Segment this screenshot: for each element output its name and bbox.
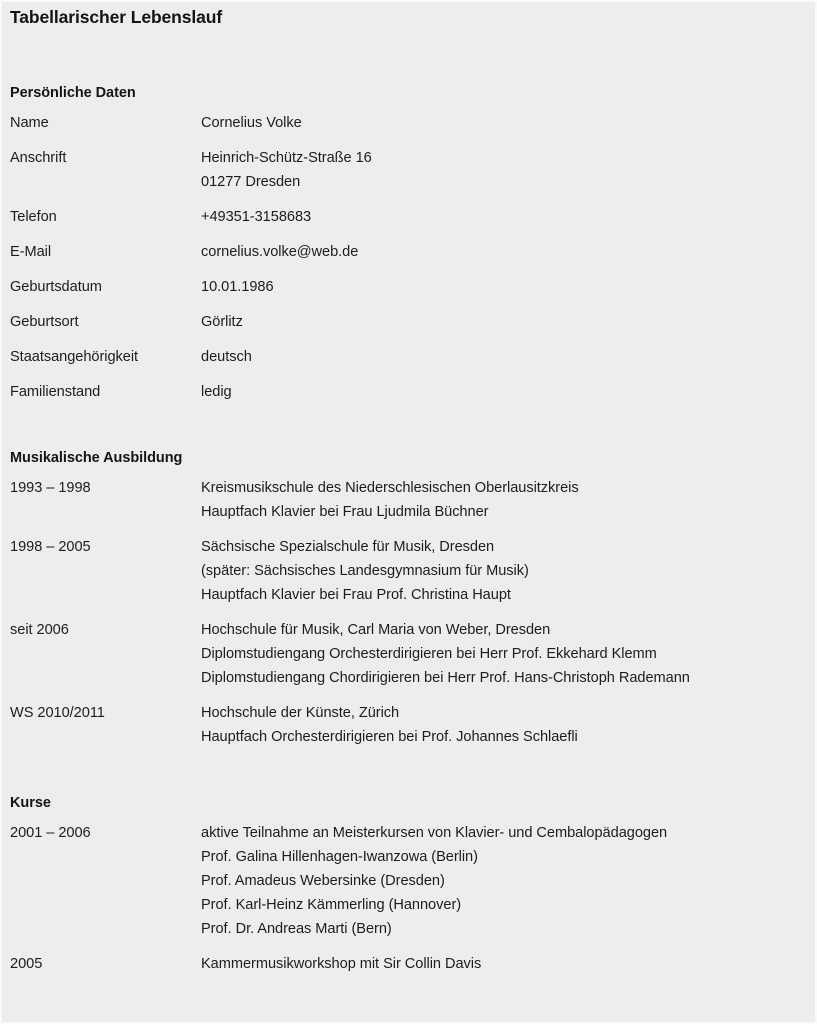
- cv-row: [2, 345, 817, 369]
- cv-row-value-line: Görlitz: [201, 314, 243, 330]
- cv-row: [2, 205, 817, 229]
- cv-row-value-line: Prof. Galina Hillenhagen-Iwanzowa (Berlin): [201, 849, 478, 865]
- cv-row-value-line: Kreismusikschule des Niederschlesischen Oberlausitzkreis: [201, 480, 579, 496]
- cv-row-value-line: deutsch: [201, 349, 252, 365]
- cv-row-label: WS 2010/2011: [10, 705, 105, 721]
- cv-row-value-line: Cornelius Volke: [201, 115, 302, 131]
- cv-row-label: Telefon: [10, 209, 57, 225]
- cv-row-label: 1993 – 1998: [10, 480, 91, 496]
- cv-row-value-line: Prof. Karl-Heinz Kämmerling (Hannover): [201, 897, 462, 913]
- cv-row-value: [201, 701, 578, 749]
- cv-row-value-line: 01277 Dresden: [201, 174, 301, 190]
- cv-row-value-line: aktive Teilnahme an Meisterkursen von Klavier- und Cembalopädagogen: [201, 825, 668, 841]
- cv-row-value-line: Kammermusikworkshop mit Sir Collin Davis: [201, 956, 482, 972]
- cv-row-label: Geburtsdatum: [10, 279, 102, 295]
- cv-row-value: [201, 146, 372, 194]
- cv-row-label: Geburtsort: [10, 314, 79, 330]
- cv-row-label: 2001 – 2006: [10, 825, 91, 841]
- cv-row-value-line: ledig: [201, 384, 232, 400]
- cv-row: [2, 240, 817, 264]
- section-heading: Persönliche Daten: [10, 85, 136, 101]
- cv-row: [2, 380, 817, 404]
- cv-row-value: [201, 205, 311, 229]
- section-heading: Musikalische Ausbildung: [10, 450, 183, 466]
- cv-row-label: 2005: [10, 956, 43, 972]
- cv-row-label: 1998 – 2005: [10, 539, 91, 555]
- cv-row: [2, 275, 817, 299]
- cv-row-value-line: Diplomstudiengang Chordirigieren bei Herr Prof. Hans-Christoph Rademann: [201, 670, 690, 686]
- cv-row-label: Familienstand: [10, 384, 101, 400]
- cv-row-value: [201, 380, 232, 404]
- cv-row-value: [201, 821, 667, 941]
- cv-row-value: [201, 240, 358, 264]
- cv-row: [2, 476, 817, 524]
- cv-row: [2, 952, 817, 976]
- cv-row-value-line: cornelius.volke@web.de: [201, 244, 359, 260]
- cv-row: [2, 618, 817, 690]
- cv-row: [2, 310, 817, 334]
- cv-row-value-line: Prof. Dr. Andreas Marti (Bern): [201, 921, 392, 937]
- cv-row-value-line: Sächsische Spezialschule für Musik, Dresden: [201, 539, 495, 555]
- cv-row-label: Anschrift: [10, 150, 67, 166]
- cv-row-value-line: Hochschule der Künste, Zürich: [201, 705, 400, 721]
- cv-row: [2, 535, 817, 607]
- page-title: Tabellarischer Lebenslauf: [10, 7, 223, 27]
- cv-row-label: E-Mail: [10, 244, 52, 260]
- cv-row-value: [201, 275, 274, 299]
- cv-row: [2, 111, 817, 135]
- cv-row-value-line: Hauptfach Klavier bei Frau Prof. Christina Haupt: [201, 587, 511, 603]
- cv-row-value-line: Hauptfach Orchesterdirigieren bei Prof. Johannes Schlaefli: [201, 729, 578, 745]
- cv-row-value-line: Diplomstudiengang Orchesterdirigieren bei Herr Prof. Ekkehard Klemm: [201, 646, 657, 662]
- cv-row-value-line: Heinrich-Schütz-Straße 16: [201, 150, 372, 166]
- cv-row-value: [201, 618, 690, 690]
- cv-row-label: Name: [10, 115, 49, 131]
- cv-row-value: [201, 310, 243, 334]
- cv-row-value: [201, 535, 529, 607]
- cv-row-value-line: Prof. Amadeus Webersinke (Dresden): [201, 873, 445, 889]
- cv-row-value-line: Hochschule für Musik, Carl Maria von Weber, Dresden: [201, 622, 551, 638]
- cv-row-value-line: Hauptfach Klavier bei Frau Ljudmila Büchner: [201, 504, 489, 520]
- cv-row-value-line: (später: Sächsisches Landesgymnasium für Musik): [201, 563, 529, 579]
- cv-row-label: Staatsangehörigkeit: [10, 349, 139, 365]
- cv-row-value: [201, 111, 302, 135]
- cv-row-value-line: 10.01.1986: [201, 279, 274, 295]
- cv-row: [2, 821, 817, 941]
- section-heading: Kurse: [10, 795, 51, 811]
- cv-row-value: [201, 345, 252, 369]
- cv-row-value-line: +49351-3158683: [201, 209, 312, 225]
- cv-row-label: seit 2006: [10, 622, 69, 638]
- cv-row: [2, 701, 817, 749]
- cv-row-value: [201, 476, 579, 524]
- cv-row-value: [201, 952, 481, 976]
- cv-row: [2, 146, 817, 194]
